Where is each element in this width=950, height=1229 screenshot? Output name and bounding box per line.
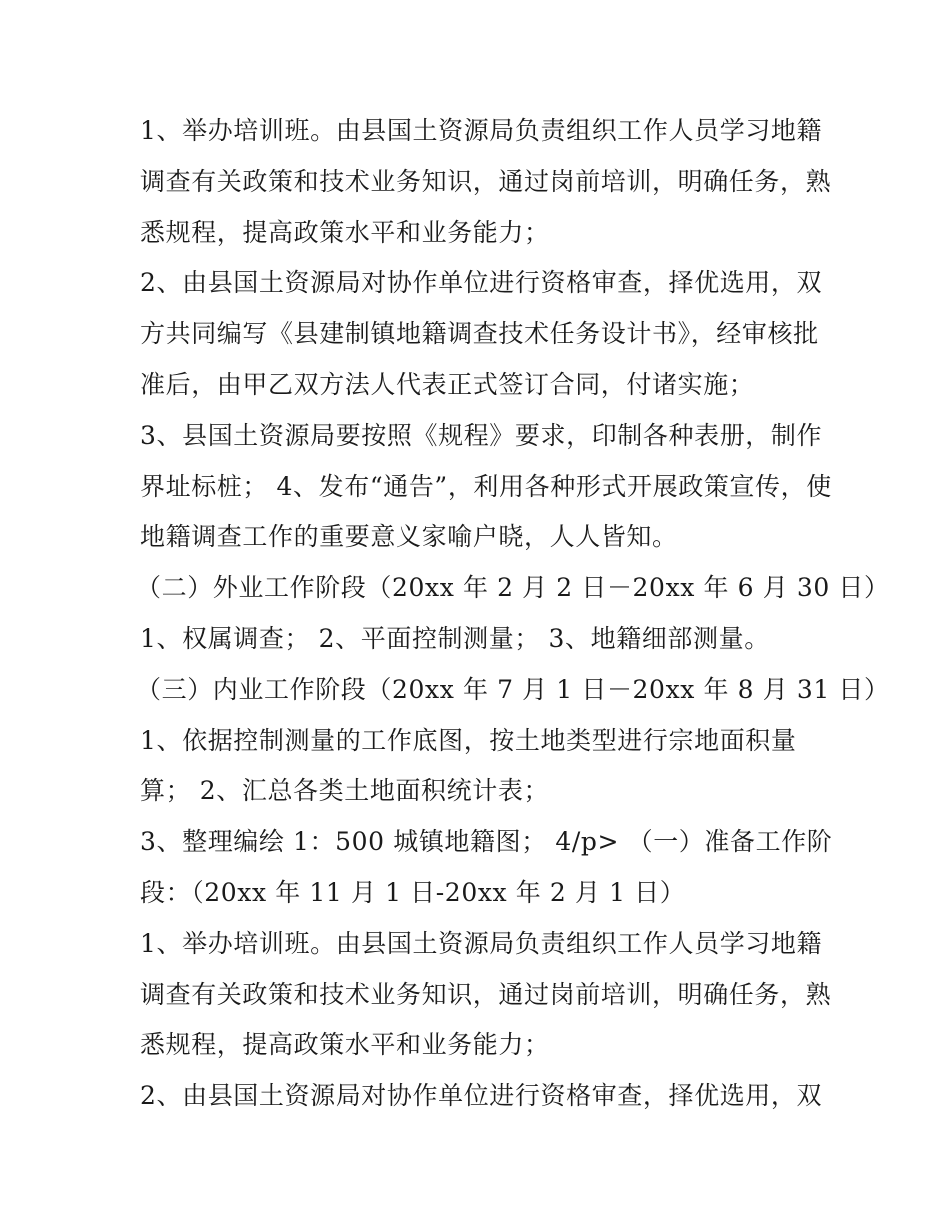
text-line: 地籍调查工作的重要意义家喻户晓，人人皆知。 — [140, 522, 678, 552]
text-line: 3、县国土资源局要按照《规程》要求，印制各种表册，制作 — [140, 420, 823, 450]
section-heading: （二）外业工作阶段（20xx 年 2 月 2 日－20xx 年 6 月 30 日） — [136, 573, 890, 603]
text-line: 段：（20xx 年 11 月 1 日-20xx 年 2 月 1 日） — [140, 877, 686, 907]
text-line: 1、举办培训班。由县国土资源局负责组织工作人员学习地籍 — [140, 928, 823, 958]
text-line: 界址标桩； 4、发布“通告”，利用各种形式开展政策宣传，使 — [140, 471, 832, 501]
text-line: 准后，由甲乙双方法人代表正式签订合同，付诸实施； — [140, 369, 755, 399]
text-line: 悉规程，提高政策水平和业务能力； — [140, 1030, 550, 1060]
text-line: 算； 2、汇总各类土地面积统计表； — [140, 776, 550, 806]
text-line: 3、整理编绘 1：500 城镇地籍图； 4/p> （一）准备工作阶 — [140, 827, 833, 857]
text-line: 1、权属调查； 2、平面控制测量； 3、地籍细部测量。 — [140, 623, 770, 653]
text-line: 2、由县国土资源局对协作单位进行资格审查，择优选用，双 — [140, 268, 823, 298]
text-line: 悉规程，提高政策水平和业务能力； — [140, 217, 550, 247]
text-line: 1、依据控制测量的工作底图，按土地类型进行宗地面积量 — [140, 725, 797, 755]
document-body — [136, 106, 890, 1122]
text-line: 调查有关政策和技术业务知识，通过岗前培训，明确任务，熟 — [140, 166, 832, 196]
section-heading: （三）内业工作阶段（20xx 年 7 月 1 日－20xx 年 8 月 31 日） — [136, 674, 890, 704]
text-line: 方共同编写《县建制镇地籍调查技术任务设计书》，经审核批 — [140, 319, 819, 349]
text-line: 2、由县国土资源局对协作单位进行资格审查，择优选用，双 — [140, 1081, 823, 1111]
text-line: 调查有关政策和技术业务知识，通过岗前培训，明确任务，熟 — [140, 979, 832, 1009]
text-line: 1、举办培训班。由县国土资源局负责组织工作人员学习地籍 — [140, 116, 823, 145]
